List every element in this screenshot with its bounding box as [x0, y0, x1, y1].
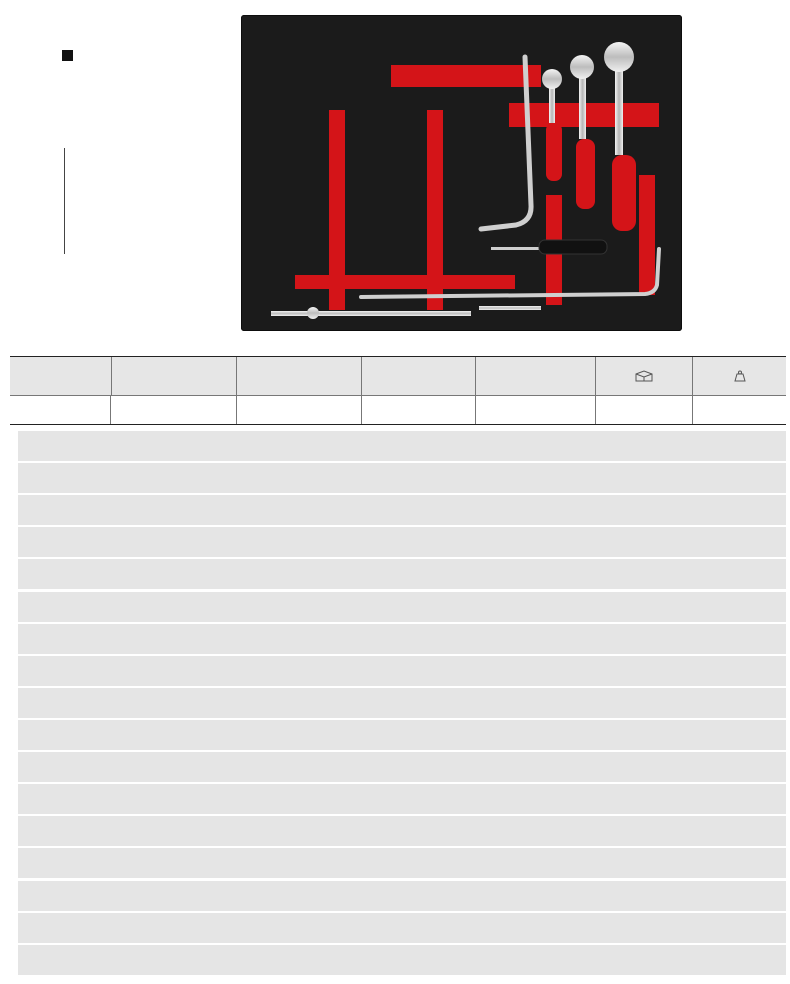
tool-tray-drawing	[241, 15, 682, 331]
list-item	[18, 848, 786, 878]
header-pcs	[596, 357, 693, 395]
title-marker-square	[62, 50, 73, 61]
tool-tray-photo	[241, 15, 682, 331]
header-model	[112, 357, 237, 395]
title-divider	[64, 148, 65, 254]
spec-table	[10, 356, 786, 425]
screwdriver	[491, 240, 607, 254]
list-item	[18, 559, 786, 589]
list-item	[18, 624, 786, 654]
list-item	[18, 656, 786, 686]
header-weight	[693, 357, 786, 395]
sliding-t-bar	[271, 306, 541, 319]
value-pcs	[596, 396, 693, 424]
list-item	[18, 592, 786, 622]
list-item	[18, 945, 786, 975]
weight-icon	[731, 370, 749, 382]
red-foam-cutouts	[295, 65, 659, 310]
value-code	[10, 396, 111, 424]
value-length	[237, 396, 362, 424]
value-weight	[693, 396, 786, 424]
list-item	[18, 463, 786, 493]
list-item	[18, 720, 786, 750]
header-height	[476, 357, 596, 395]
contents-list	[18, 431, 786, 977]
list-item	[18, 431, 786, 461]
value-width	[362, 396, 476, 424]
header-code	[10, 357, 112, 395]
header-length	[237, 357, 362, 395]
value-model	[112, 396, 237, 424]
header-width	[362, 357, 476, 395]
list-item	[18, 913, 786, 943]
list-item	[18, 527, 786, 557]
list-item	[18, 752, 786, 782]
list-item	[18, 784, 786, 814]
list-item	[18, 881, 786, 911]
value-height	[476, 396, 596, 424]
list-item	[18, 816, 786, 846]
list-item	[18, 688, 786, 718]
box-icon	[634, 370, 654, 382]
list-item	[18, 495, 786, 525]
